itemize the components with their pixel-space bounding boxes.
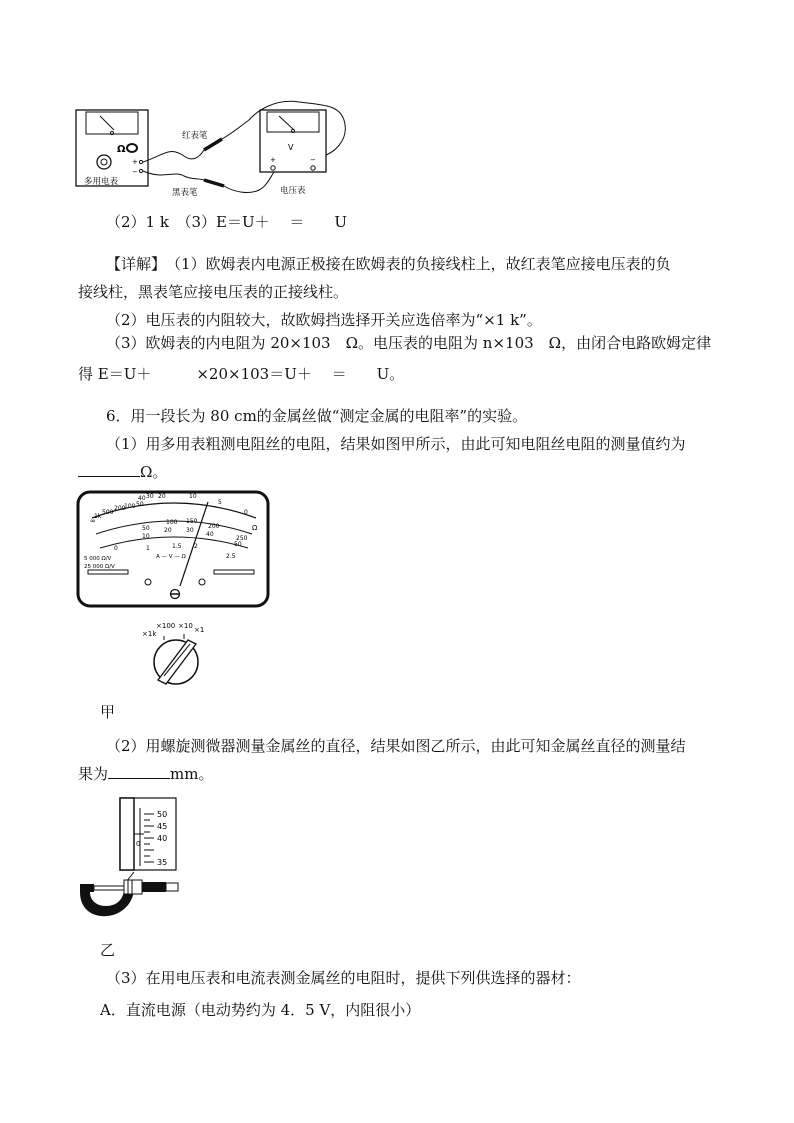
micrometer-figure [76, 796, 186, 922]
red-probe-label: 红表笔 [182, 131, 208, 141]
voltmeter-v: V [288, 143, 294, 152]
fig-yi-caption: 乙 [100, 941, 116, 959]
ohm-symbol: Ω [117, 144, 126, 155]
svg-text:50: 50 [142, 525, 150, 532]
q6-option-a: A．直流电源（电动势约为 4．5 V，内阻很小） [100, 1001, 421, 1019]
answer-blank-2[interactable] [108, 764, 170, 779]
svg-text:2: 2 [194, 543, 198, 550]
svg-text:1: 1 [146, 545, 150, 552]
svg-text:10: 10 [142, 533, 150, 540]
svg-text:20: 20 [164, 527, 172, 534]
detail-p3a: （3）欧姆表的内电阻为 20×103 Ω。电压表的电阻为 n×103 Ω，由闭合电路欧姆定律 [106, 334, 712, 352]
circuit-figure [74, 100, 354, 200]
svg-text:×1: ×1 [194, 626, 205, 634]
svg-text:+: + [270, 156, 276, 164]
svg-text:0: 0 [136, 840, 141, 848]
svg-text:∞: ∞ [90, 517, 96, 525]
svg-text:50: 50 [234, 541, 242, 548]
q6-part1-b: Ω。 [78, 462, 167, 482]
fig-jia-caption: 甲 [100, 703, 116, 721]
svg-text:0: 0 [244, 509, 248, 516]
q6-part1-a: （1）用多用表粗测电阻丝的电阻，结果如图甲所示，由此可知电阻丝电阻的测量值约为 [106, 435, 686, 453]
svg-text:×1k: ×1k [142, 630, 157, 638]
answer-blank-1[interactable] [78, 462, 140, 477]
svg-text:0: 0 [114, 545, 118, 552]
detail-p1b: 接线柱，黑表笔应接电压表的正接线柱。 [78, 283, 349, 301]
svg-text:40: 40 [206, 531, 214, 538]
svg-text:200: 200 [114, 505, 126, 512]
svg-text:200: 200 [208, 523, 220, 530]
svg-text:5: 5 [218, 499, 222, 506]
svg-text:100: 100 [124, 503, 136, 510]
svg-text:×100: ×100 [156, 622, 176, 630]
q6-part2-a: （2）用螺旋测微器测量金属丝的直径，结果如图乙所示，由此可知金属丝直径的测量结 [106, 737, 686, 755]
svg-text:−: − [310, 156, 316, 164]
svg-text:20: 20 [158, 493, 166, 500]
svg-text:A — V — Ω: A — V — Ω [156, 554, 186, 560]
detail-tag: 【详解】 [106, 255, 159, 273]
detail-p1a: 【详解】 （1）欧姆表内电源正极接在欧姆表的负接线柱上，故红表笔应接电压表的负 [106, 255, 671, 273]
black-probe [204, 180, 224, 186]
svg-text:150: 150 [186, 518, 198, 525]
multimeter-dial-figure [76, 490, 272, 690]
svg-text:50: 50 [157, 810, 168, 819]
svg-text:25 000 Ω/V: 25 000 Ω/V [84, 564, 115, 570]
svg-text:250: 250 [236, 535, 248, 542]
svg-text:50: 50 [136, 501, 144, 508]
svg-text:100: 100 [166, 519, 178, 526]
svg-text:30: 30 [186, 527, 194, 534]
svg-text:1k: 1k [94, 513, 102, 520]
answer-line: （2）1 k （3）E＝U＋ ＝ U [106, 213, 347, 231]
detail-p3b: 得 E＝U＋ ×20×103＝U＋ ＝ U。 [78, 365, 405, 383]
svg-text:2.5: 2.5 [226, 553, 236, 560]
q6-stem: 6．用一段长为 80 cm的金属丝做“测定金属的电阻率”的实验。 [106, 407, 528, 425]
svg-text:−: − [132, 168, 138, 176]
svg-text:35: 35 [157, 858, 168, 867]
svg-text:30: 30 [146, 493, 154, 500]
voltmeter-label: 电压表 [280, 186, 306, 196]
svg-text:10: 10 [189, 493, 197, 500]
multimeter-window [86, 112, 138, 134]
detail-p2: （2）电压表的内阻较大，故欧姆挡选择开关应选倍率为“×1 k”。 [106, 311, 542, 329]
svg-text:Ω: Ω [252, 524, 258, 532]
svg-text:+: + [132, 158, 138, 166]
svg-text:5 000 Ω/V: 5 000 Ω/V [84, 556, 112, 562]
black-probe-label: 黑表笔 [172, 188, 198, 198]
svg-text:×10: ×10 [178, 622, 193, 630]
q6-part2-b: 果为 mm。 [78, 765, 214, 783]
multimeter-label: 多用电表 [84, 177, 119, 187]
svg-text:45: 45 [157, 822, 168, 831]
svg-text:40: 40 [138, 495, 146, 502]
svg-text:40: 40 [157, 834, 168, 843]
svg-text:500: 500 [102, 509, 114, 516]
q6-part3: （3）在用电压表和电流表测金属丝的电阻时，提供下列供选择的器材： [106, 969, 581, 987]
svg-text:1.5: 1.5 [172, 543, 182, 550]
